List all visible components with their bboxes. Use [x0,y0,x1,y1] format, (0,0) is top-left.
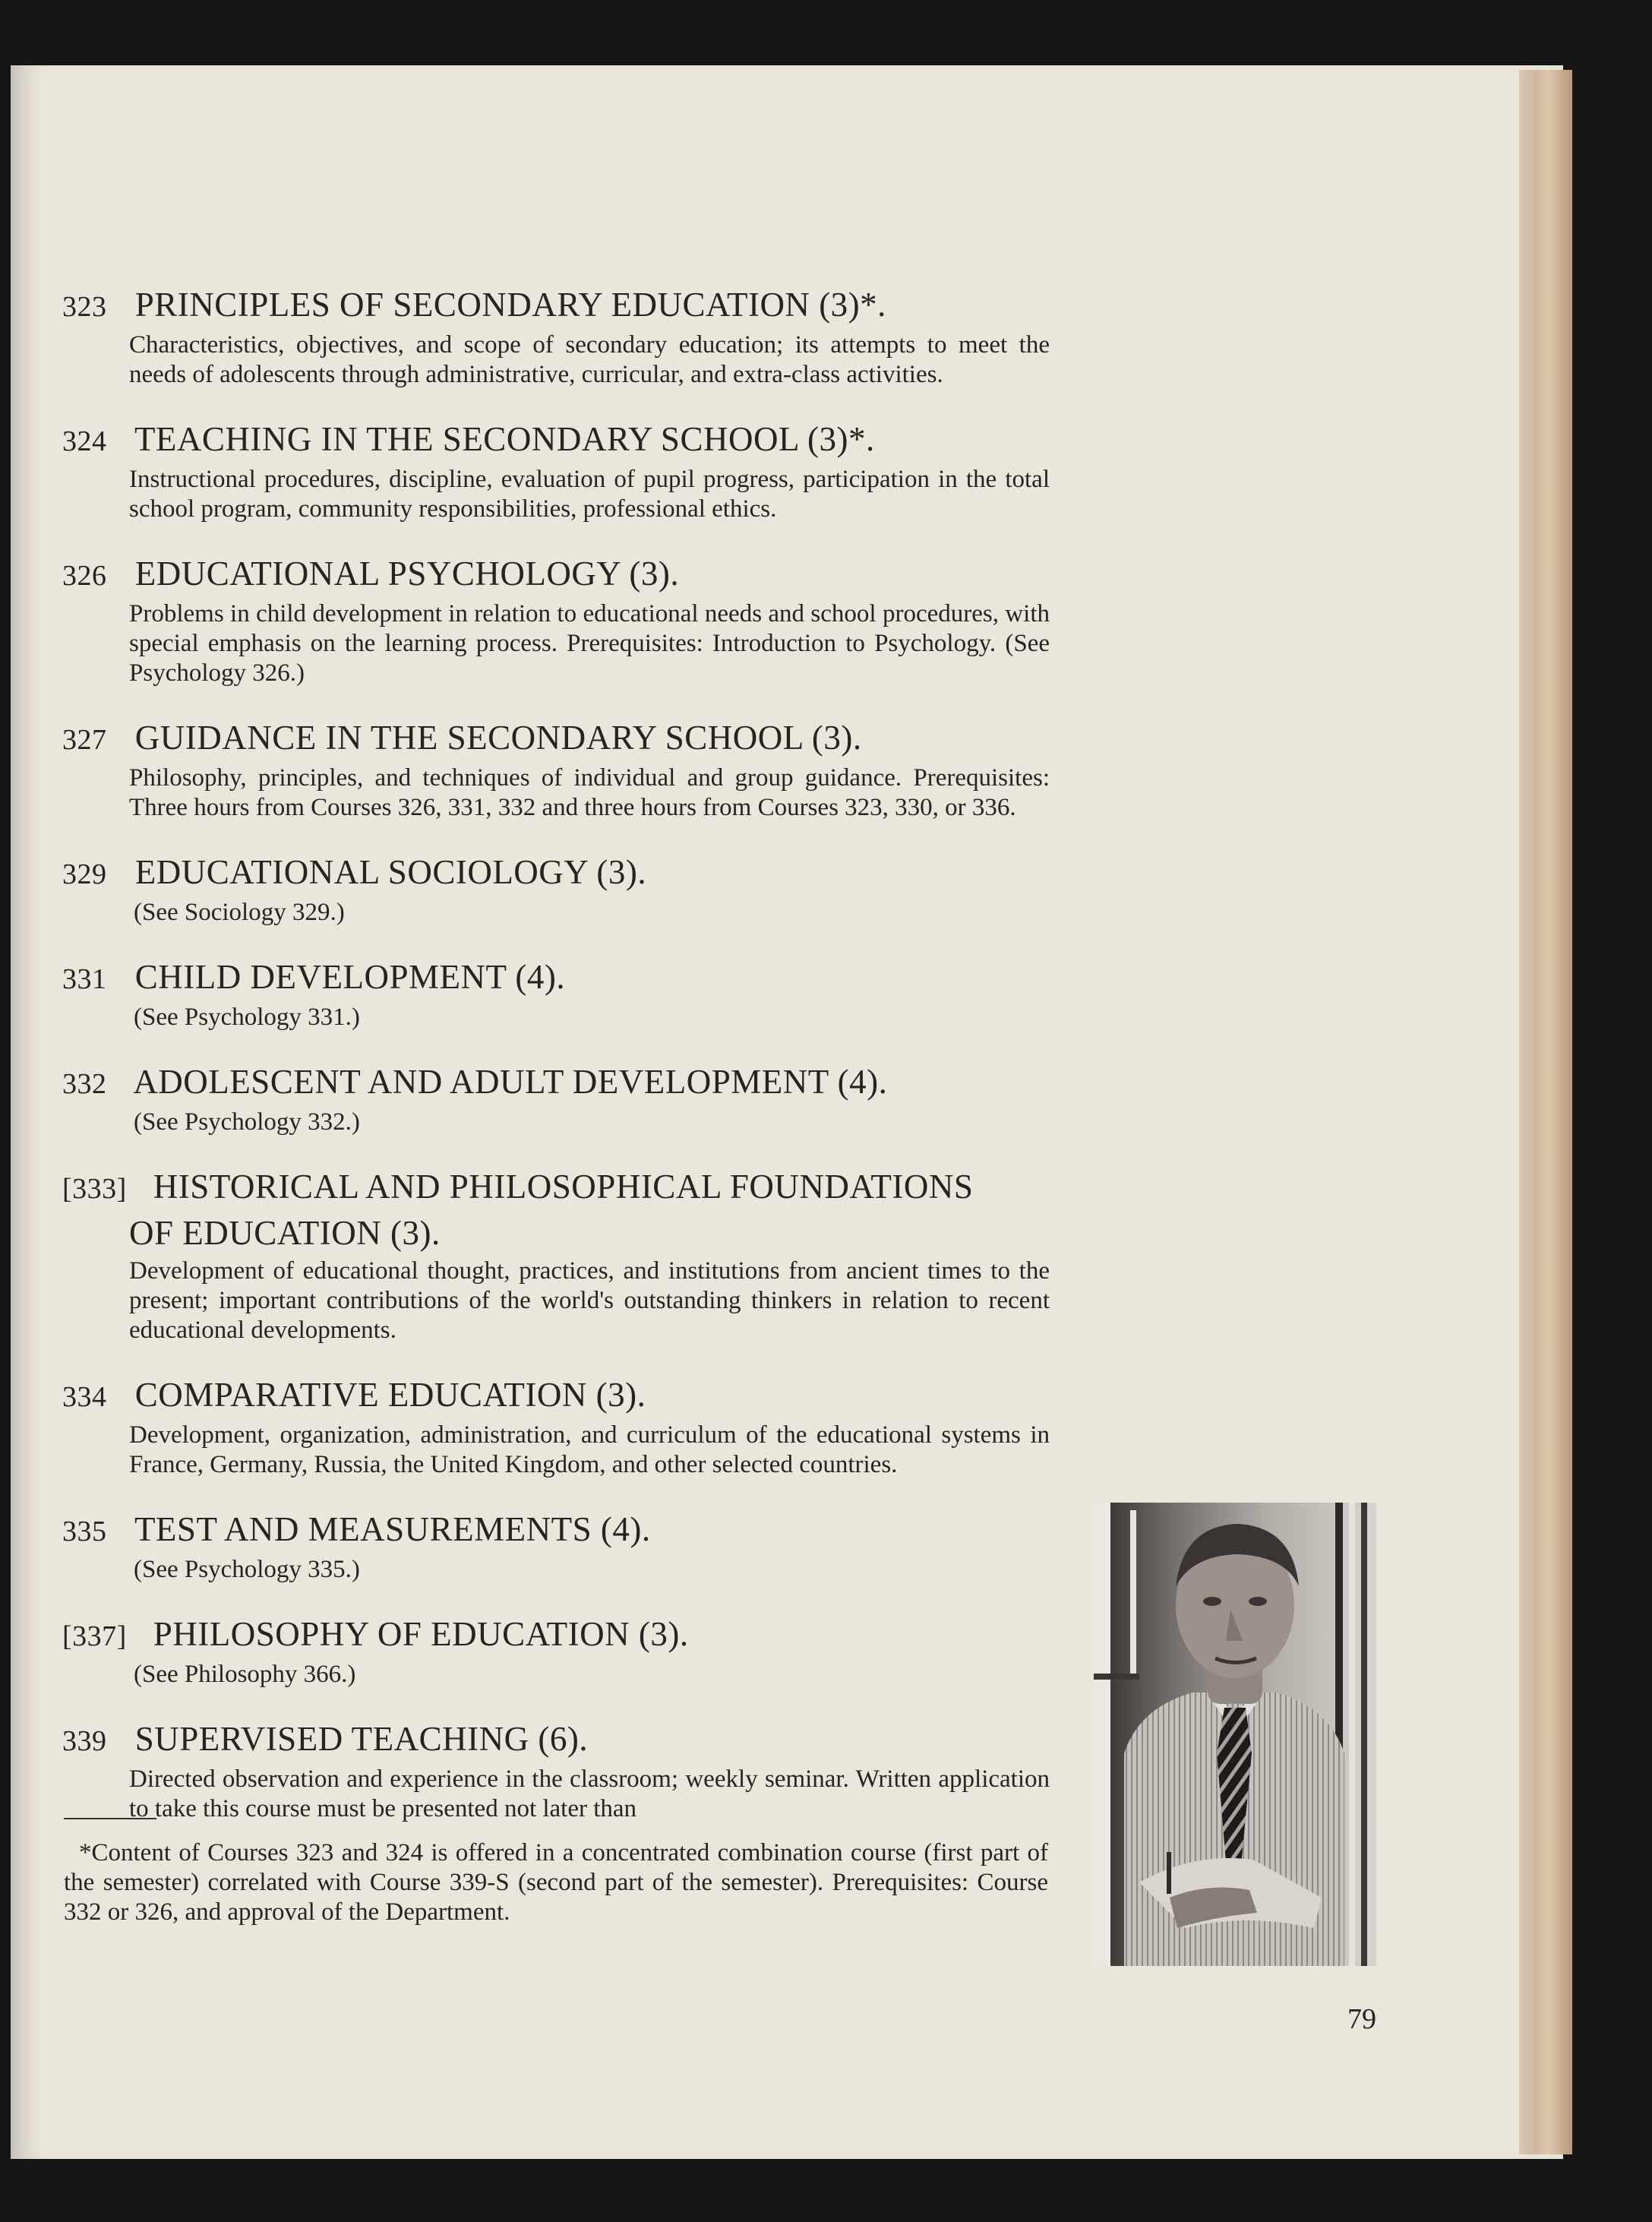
course-title: PHILOSOPHY OF EDUCATION [153,1615,630,1653]
course-description: Development, organization, administration, and curriculum of the educational systems in France, Germany, Russia, the United Kingdom, and other selected countries. [129,1421,1050,1478]
course-heading [62,1507,1050,1554]
course-title: COMPARATIVE EDUCATION [134,1376,587,1414]
course-heading-continued [62,1211,1050,1255]
course-title: HISTORICAL AND PHILOSOPHICAL FOUNDATIONS [153,1168,974,1206]
course-title: CHILD DEVELOPMENT [134,958,507,996]
course-description: Directed observation and experience in the classroom; weekly seminar. Written application to take this course must be presented not later than [129,1765,1050,1822]
course-description: (See Sociology 329.) [134,899,345,926]
course-333 [62,1165,1050,1345]
page-number: 79 [1347,2003,1376,2035]
course-number: 331 [62,963,107,995]
course-credits: (3). [595,1376,646,1414]
course-heading [62,850,1050,896]
page-edge [1519,70,1572,2154]
faculty-portrait-photo [1094,1503,1376,1966]
course-heading [62,1717,1050,1763]
course-number: 324 [62,425,107,457]
course-credits: (4). [515,958,566,996]
course-heading [62,1060,1050,1106]
course-title: EDUCATIONAL PSYCHOLOGY [134,555,621,593]
course-334 [62,1373,1050,1480]
course-credits: (3). [811,719,862,757]
course-heading [62,716,1050,762]
course-329 [62,850,1050,928]
course-description: (See Psychology 335.) [134,1556,360,1583]
course-title: PRINCIPLES OF SECONDARY EDUCATION [134,286,810,324]
course-credits: (3). [638,1615,689,1653]
course-description: Philosophy, principles, and techniques of individual and group guidance. Prerequisites: Three hours from Courses 326, 331, 332 and three hours from Courses 323, 330, or 336. [129,764,1050,821]
course-credits: (4). [837,1063,888,1101]
course-listing [62,283,1050,1851]
course-description: Development of educational thought, practices, and institutions from ancient times to the present; important contributions of the world's outstanding thinkers in relation to recent educational developments. [129,1257,1050,1344]
course-title: SUPERVISED TEACHING [134,1720,529,1758]
course-heading [62,552,1050,598]
course-339 [62,1717,1050,1824]
course-credits: (3). [629,555,680,593]
course-description: (See Psychology 332.) [134,1108,360,1136]
footnote-rule [64,1818,156,1819]
course-number: 323 [62,291,107,323]
course-description: Characteristics, objectives, and scope of secondary education; its attempts to meet the needs of adolescents through administrative, curricular, and extra-class activities. [129,331,1050,388]
course-number: 329 [62,858,107,890]
course-title: TEST AND MEASUREMENTS [134,1510,592,1548]
course-heading [62,283,1050,329]
course-332 [62,1060,1050,1137]
course-description: Problems in child development in relation to educational needs and school procedures, with special emphasis on the learning process. Prerequisites: Introduction to Psychology. (See Psychology 326.) [129,600,1050,687]
course-323 [62,283,1050,390]
course-324 [62,417,1050,524]
course-number: 335 [62,1516,107,1547]
course-number: 332 [62,1068,107,1100]
course-description: Instructional procedures, discipline, evaluation of pupil progress, participation in the total school program, community responsibilities, professional ethics. [129,466,1050,523]
course-description: (See Philosophy 366.) [134,1661,356,1688]
course-description: (See Psychology 331.) [134,1004,360,1031]
course-credits: (3)*. [819,286,886,324]
course-title: GUIDANCE IN THE SECONDARY SCHOOL [134,719,804,757]
course-title-continued: OF EDUCATION [129,1214,382,1252]
course-335 [62,1507,1050,1585]
course-heading [62,955,1050,1001]
course-title: ADOLESCENT AND ADULT DEVELOPMENT [133,1063,829,1101]
portrait-illustration [1094,1503,1376,1966]
course-heading [62,417,1050,463]
course-326 [62,552,1050,688]
course-number: [333] [62,1173,127,1205]
course-title: EDUCATIONAL SOCIOLOGY [134,853,588,891]
course-327 [62,716,1050,823]
course-number: 327 [62,724,107,756]
course-heading [62,1373,1050,1419]
course-number: 334 [62,1381,107,1413]
course-credits: (4). [600,1510,651,1548]
course-331 [62,955,1050,1032]
course-title: TEACHING IN THE SECONDARY SCHOOL [134,420,799,458]
course-heading [62,1612,1050,1658]
course-credits: (3)*. [807,420,875,458]
course-credits: (6). [538,1720,589,1758]
course-credits: (3). [390,1214,441,1252]
course-337 [62,1612,1050,1689]
footnote: *Content of Courses 323 and 324 is offered in a concentrated combination course (first part of the semester) correlated with Course 339-S (second part of the semester). Prerequisites: Course 332 or 326, and approval of the Department. [64,1839,1048,1926]
course-number: 326 [62,560,107,592]
course-number: [337] [62,1620,127,1652]
course-heading [62,1165,1050,1211]
course-number: 339 [62,1725,107,1757]
course-credits: (3). [596,853,647,891]
